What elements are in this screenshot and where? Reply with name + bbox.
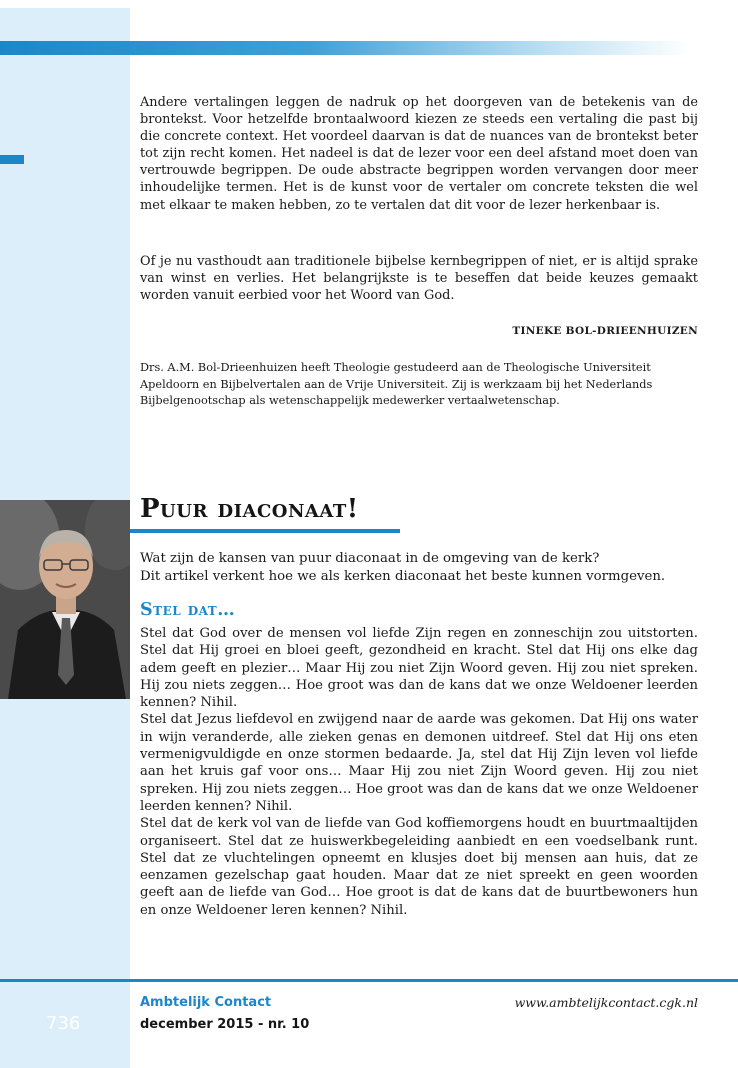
page-number: 736 bbox=[46, 1013, 81, 1034]
intro-line: Wat zijn de kansen van puur diaconaat in de omgeving van de kerk? bbox=[140, 551, 600, 566]
article1-paragraph: Andere vertalingen leggen de nadruk op het doorgeven van de betekenis van de brontekst. Voor hetzelfde brontaalwoord kiezen ze steeds een vertaling die past bij die concrete context. Het voordeel daarvan is dat de nuances van de brontekst beter tot zijn recht komen. Het nadeel is dat de lezer voor een deel afstand moet doen van vertrouwde begrippen. De oude abstracte begrippen worden vervangen door meer inhoudelijke termen. Het is de kunst voor de vertaler om concrete teksten die wel met elkaar te maken hebben, zo te vertalen dat dit voor de lezer herkenbaar is. bbox=[140, 95, 698, 213]
article2-paragraph: Stel dat God over de mensen vol liefde Zijn regen en zonneschijn zou uitstorten. Stel dat Hij groei en bloei geeft, gezondheid en kracht. Stel dat Hij ons elke dag adem geeft en plezier… Maar Hij zou niet Zijn Woord geven. Hij zou niet spreken. Hij zou niets zeggen… Hoe groot was dan de kans dat we onze Weldoener leerden kennen? Nihil. bbox=[140, 626, 698, 711]
footer-rule bbox=[0, 979, 738, 982]
article1-body bbox=[140, 94, 698, 214]
magazine-name: Ambtelijk Contact bbox=[140, 995, 272, 1010]
author-photo-illustration bbox=[0, 500, 130, 699]
article2-intro bbox=[140, 550, 698, 586]
issue-label: december 2015 - nr. 10 bbox=[140, 1017, 310, 1032]
article2-title: Puur diaconaat! bbox=[140, 494, 359, 524]
article1-paragraph: Of je nu vasthoudt aan traditionele bijbelse kernbegrippen of niet, er is altijd sprake van winst en verlies. Het belangrijkste is te beseffen dat beide keuzes gemaakt worden vanuit eerbied voor het Woord van God. bbox=[140, 254, 698, 304]
sidebar-marker bbox=[0, 155, 24, 164]
article1-body-2 bbox=[140, 253, 698, 304]
author-photo bbox=[0, 500, 130, 699]
article2-paragraph: Stel dat de kerk vol van de liefde van God koffiemorgens houdt en buurtmaaltijden organiseert. Stel dat ze huiswerkbegeleiding aanbiedt en een voedselbank runt. Stel dat ze vluchtelingen opneemt en klusjes doet bij mensen aan huis, dat ze eenzamen gezelschap gaat houden. Maar dat ze niet spreekt en geen woorden geeft aan de liefde van God… Hoe groot is dat de kans dat de buurtbewoners hun en onze Weldoener leren kennen? Nihil. bbox=[140, 816, 698, 918]
article1-author-bio: Drs. A.M. Bol-Drieenhuizen heeft Theologie gestudeerd aan de Theologische Universiteit Apeldoorn en Bijbelvertalen aan de Vrije Universiteit. Zij is werkzaam bij het Nederlands Bijbelgenootschap als wetenschappelijk medewerker vertaalwetenschap. bbox=[140, 361, 653, 408]
article2-subheading: Stel dat… bbox=[140, 600, 236, 620]
title-underline bbox=[130, 529, 400, 533]
article2-paragraph: Stel dat Jezus liefdevol en zwijgend naar de aarde was gekomen. Dat Hij ons water in wijn veranderde, alle zieken genas en demonen uitdreef. Stel dat Hij ons eten vermenigvuldigde en onze stormen bedaarde. Ja, stel dat Hij Zijn leven vol liefde aan het kruis gaf voor ons… Maar Hij zou niet Zijn Woord geven. Hij zou niet spreken. Hij zou niets zeggen… Hoe groot was dan de kans dat we onze Weldoener leerden kennen? Nihil. bbox=[140, 712, 698, 814]
article2-body bbox=[140, 625, 698, 919]
intro-line: Dit artikel verkent hoe we als kerken diaconaat het beste kunnen vormgeven. bbox=[140, 569, 666, 584]
website-link[interactable]: www.ambtelijkcontact.cgk.nl bbox=[514, 995, 698, 1010]
header-gradient-bar bbox=[0, 41, 690, 55]
article1-author: TINEKE BOL-DRIEENHUIZEN bbox=[512, 325, 698, 337]
